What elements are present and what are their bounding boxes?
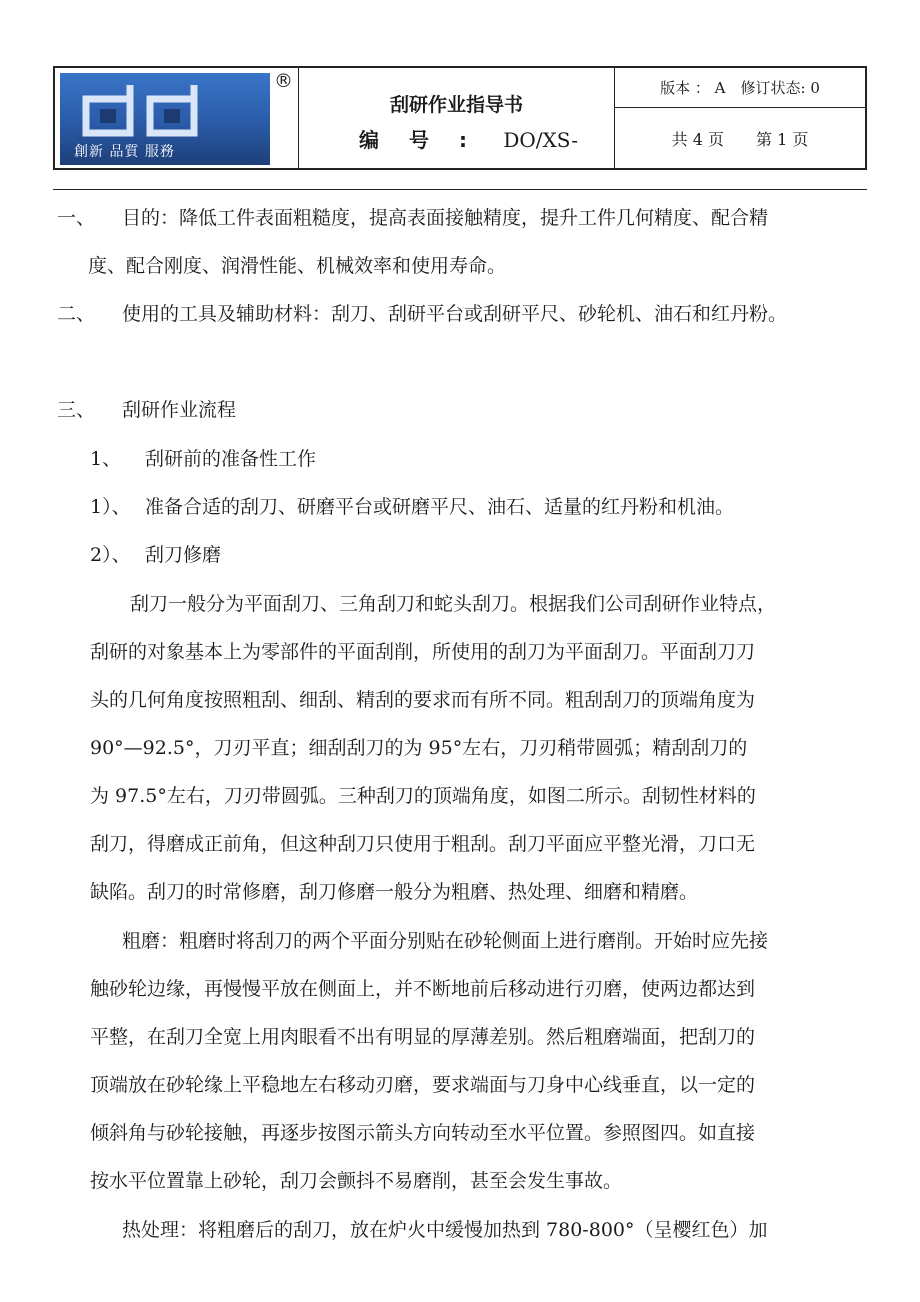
item-2-number: 2）、	[90, 544, 131, 566]
section-1-number: 一、	[57, 207, 96, 229]
paragraph-2-line: 平整，在刮刀全宽上用肉眼看不出有明显的厚薄差别。然后粗磨端面，把刮刀的	[90, 1026, 756, 1048]
paragraph-2-line: 触砂轮边缘，再慢慢平放在侧面上，并不断地前后移动进行刃磨，使两边都达到	[90, 978, 756, 1000]
section-1-line-2: 度、配合刚度、润滑性能、机械效率和使用寿命。	[88, 255, 507, 277]
code-value: DO/XS-	[503, 128, 578, 152]
paragraph-2-line: 顶端放在砂轮缘上平稳地左右移动刃磨，要求端面与刀身中心线垂直，以一定的	[90, 1074, 756, 1096]
title-cell	[299, 68, 615, 168]
logo-mark-icon	[78, 81, 228, 141]
section-2-number: 二、	[57, 303, 96, 325]
item-1-text: 准备合适的刮刀、研磨平台或研磨平尺、油石、适量的红丹粉和机油。	[145, 496, 735, 518]
paragraph-2-line: 倾斜角与砂轮接触，再逐步按图示箭头方向转动至水平位置。参照图四。如直接	[90, 1122, 756, 1144]
paragraph-1-line: 缺陷。刮刀的时常修磨，刮刀修磨一般分为粗磨、热处理、细磨和精磨。	[90, 881, 699, 903]
document-title: 刮研作业指导书	[389, 94, 523, 116]
section-3-title: 刮研作业流程	[122, 399, 237, 421]
document-code	[359, 124, 578, 153]
logo-cell	[55, 68, 299, 168]
paragraph-2-line: 粗磨：粗磨时将刮刀的两个平面分别贴在砂轮侧面上进行磨削。开始时应先接	[122, 930, 769, 952]
section-1-line-1: 目的：降低工件表面粗糙度，提高表面接触精度，提升工件几何精度、配合精	[122, 207, 769, 229]
subsection-1-number: 1、	[90, 448, 122, 470]
header-divider	[53, 189, 867, 190]
registered-mark: ®	[274, 70, 293, 92]
page-count: 共 4 页 第 1 页	[671, 129, 809, 149]
company-logo	[60, 73, 270, 165]
paragraph-3-line: 热处理：将粗磨后的刮刀，放在炉火中缓慢加热到 780-800°（呈樱红色）加	[122, 1219, 768, 1241]
section-2-line-1: 使用的工具及辅助材料：刮刀、刮研平台或刮研平尺、砂轮机、油石和红丹粉。	[122, 303, 788, 325]
item-2-text: 刮刀修磨	[145, 544, 222, 566]
section-3-number: 三、	[57, 399, 96, 421]
paragraph-1-line: 90°—92.5°，刀刃平直；细刮刮刀的为 95°左右，刀刃稍带圆弧；精刮刮刀的	[90, 737, 748, 759]
paragraph-1-line: 头的几何角度按照粗刮、细刮、精刮的要求而有所不同。粗刮刮刀的顶端角度为	[90, 689, 756, 711]
subsection-1-title: 刮研前的准备性工作	[145, 448, 317, 470]
logo-slogan: 創新 品質 服務	[74, 144, 175, 160]
item-1-number: 1）、	[90, 496, 131, 518]
info-cell	[615, 68, 865, 168]
paragraph-1-line: 刮研的对象基本上为零部件的平面刮削，所使用的刮刀为平面刮刀。平面刮刀刀	[90, 641, 756, 663]
document-header	[53, 66, 867, 170]
version-status: 版本 ： A 修订状态: 0	[615, 68, 865, 108]
paragraph-1-line: 为 97.5°左右，刀刃带圆弧。三种刮刀的顶端角度，如图二所示。刮韧性材料的	[90, 785, 756, 807]
paragraph-2-line: 按水平位置靠上砂轮，刮刀会颤抖不易磨削，甚至会发生事故。	[90, 1170, 623, 1192]
paragraph-1-line: 刮刀，得磨成正前角，但这种刮刀只使用于粗刮。刮刀平面应平整光滑，刀口无	[90, 833, 756, 855]
paragraph-1-line: 刮刀一般分为平面刮刀、三角刮刀和蛇头刮刀。根据我们公司刮研作业特点，	[130, 593, 777, 615]
code-label: 编号:	[359, 128, 497, 152]
